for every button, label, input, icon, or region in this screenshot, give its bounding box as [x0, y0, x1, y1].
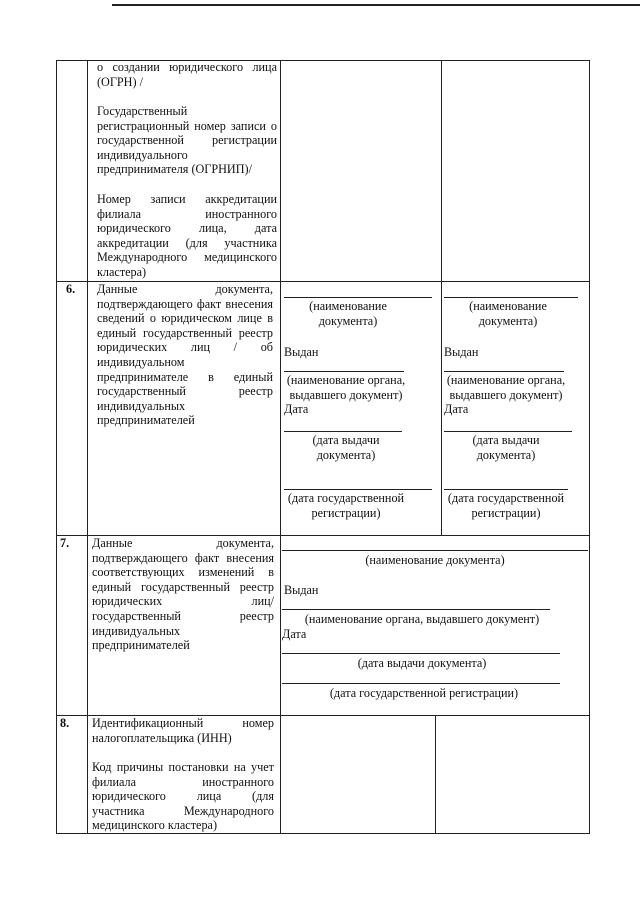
row6-right-issuer-caption: (наименование органа, выдавшего документ) [446, 373, 566, 402]
row8-label-kpp: Код причины постановки на учет филиала иностранного юридического лица (для участника Международного медицинского кластера) [92, 760, 274, 833]
row6-left-regdate-line [284, 489, 432, 490]
row6-right-regdate-caption: (дата государственной регистрации) [447, 491, 565, 520]
row6-left-issuer-caption: (наименование органа, выдавшего документ) [286, 373, 406, 402]
row6-right-docname-caption: (наименование документа) [469, 299, 547, 328]
row6-right-issued: Выдан [444, 345, 479, 359]
row6-left-issued: Выдан [284, 345, 319, 359]
row7-dateissued-line [282, 653, 560, 654]
row6-right-docname-line [444, 297, 578, 298]
row7-docname-line [282, 550, 588, 551]
row6-number: 6. [66, 282, 76, 296]
row6-left-docname-caption: (наименование документа) [309, 299, 387, 328]
row5-label-ogrnip: Государственный регистрационный номер записи о государственной регистрации индивидуального предпринимателя (ОГРНИП)/ [97, 104, 277, 177]
col-divider-value-1 [441, 61, 442, 535]
row6-right-issuer-line [444, 371, 564, 372]
col-divider-number [87, 61, 88, 833]
row7-date: Дата [282, 627, 307, 641]
row6-left-date: Дата [284, 402, 309, 416]
row6-label: Данные документа, подтверждающего факт внесения сведений о юридическом лице в единый государственный реестр юридических лиц / об индивидуальном предпринимателе в единый государственный реестр индивидуальных предпринимателей [97, 282, 273, 428]
row6-left-issuer-line [284, 371, 404, 372]
row7-label: Данные документа, подтверждающего факт внесения соответствующих изменений в единый государственный реестр юридических лиц/ государственный реестр индивидуальных предпринимателей [92, 536, 274, 653]
row5-label-ogrn: о создании юридического лица (ОГРН) / [97, 60, 277, 89]
row7-issuer-line [282, 609, 550, 610]
row6-right-dateissued-line [444, 431, 572, 432]
row7-number: 7. [60, 536, 70, 550]
row7-dateissued-caption: (дата выдачи документа) [357, 656, 487, 670]
col-divider-value-2 [435, 715, 436, 833]
row5-label-accreditation: Номер записи аккредитации филиала иностранного юридического лица, дата аккредитации (для участника Международного медицинского кластера) [97, 192, 277, 279]
row6-left-regdate-caption: (дата государственной регистрации) [287, 491, 405, 520]
row7-issuer-caption: (наименование органа, выдавшего документ) [304, 612, 540, 626]
row7-docname-caption: (наименование документа) [365, 553, 505, 567]
row7-regdate-line [282, 683, 560, 684]
row6-left-dateissued-caption: (дата выдачи документа) [312, 433, 380, 462]
row7-regdate-caption: (дата государственной регистрации) [329, 686, 519, 700]
row6-left-dateissued-line [284, 431, 402, 432]
row6-right-regdate-line [444, 489, 568, 490]
row6-right-date: Дата [444, 402, 469, 416]
row6-right-dateissued-caption: (дата выдачи документа) [472, 433, 540, 462]
top-rule [112, 4, 640, 6]
row8-number: 8. [60, 716, 70, 730]
col-divider-label [280, 61, 281, 833]
row8-label-inn: Идентификационный номер налогоплательщика (ИНН) [92, 716, 274, 745]
row7-issued: Выдан [284, 583, 319, 597]
row6-left-docname-line [284, 297, 432, 298]
